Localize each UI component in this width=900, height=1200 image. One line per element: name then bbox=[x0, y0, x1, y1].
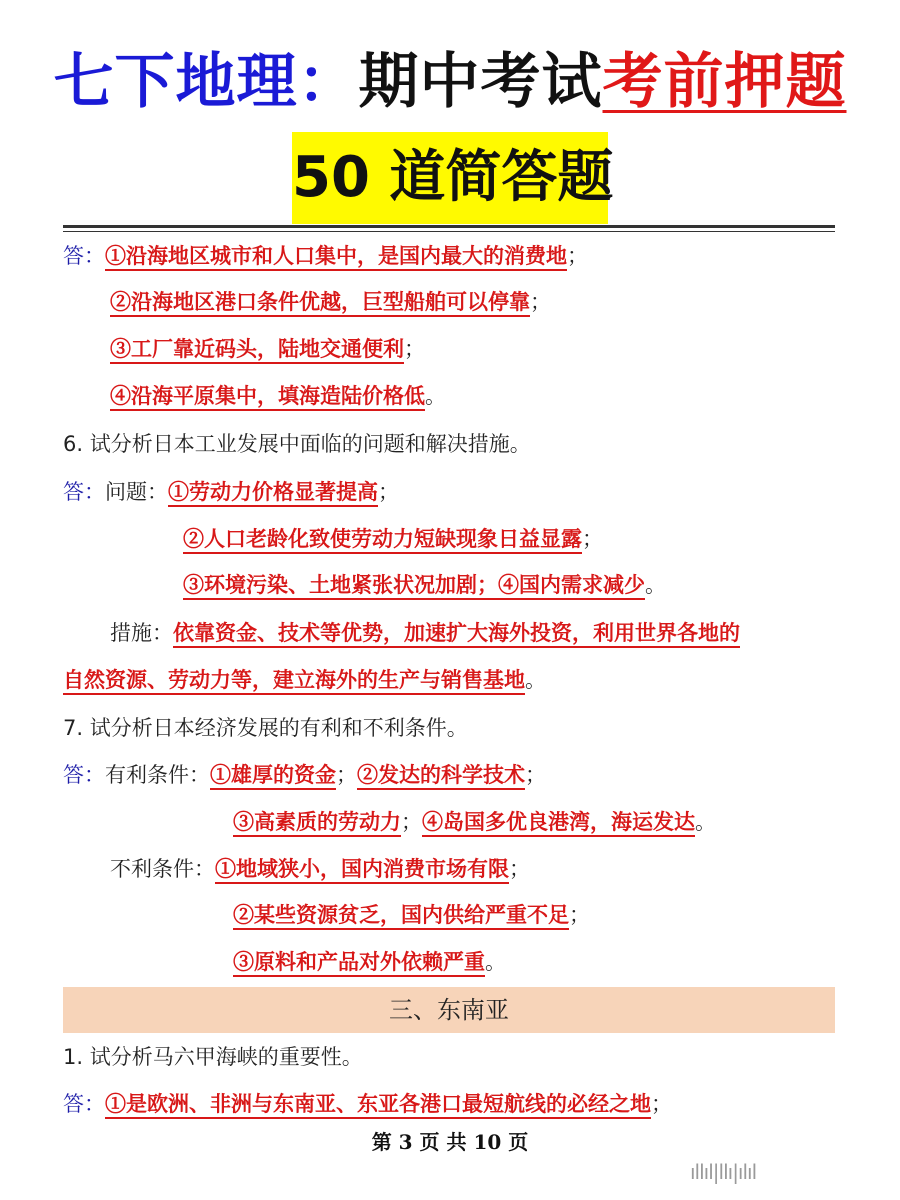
answer-line bbox=[233, 899, 590, 931]
punct: ； bbox=[336, 763, 357, 787]
answer-line bbox=[110, 380, 446, 412]
answer-line bbox=[63, 476, 399, 508]
punct: ； bbox=[567, 244, 588, 268]
answer-line bbox=[110, 617, 740, 649]
answer-label: 答： bbox=[63, 763, 105, 787]
answer-text: ④沿海平原集中，填海造陆价格低 bbox=[110, 383, 425, 411]
title-part-subject: 七下地理： bbox=[53, 47, 359, 117]
answer-line bbox=[63, 1088, 672, 1120]
punct: 。 bbox=[695, 810, 716, 834]
answer-text: ②人口老龄化致使劳动力短缺现象日益显露 bbox=[183, 526, 582, 554]
title-divider bbox=[63, 225, 835, 228]
page-title bbox=[0, 42, 900, 122]
punct: 。 bbox=[425, 384, 446, 408]
answer-line bbox=[110, 333, 425, 365]
answer-line bbox=[183, 569, 666, 601]
answer-text: ①劳动力价格显著提高 bbox=[168, 479, 378, 507]
answer-line bbox=[63, 240, 588, 272]
answer-text: 依靠资金、技术等优势，加速扩大海外投资，利用世界各地的 bbox=[173, 620, 740, 648]
punct: ； bbox=[530, 290, 551, 314]
title-part-highlight: 考前押题 bbox=[602, 47, 847, 117]
punct: 。 bbox=[525, 668, 546, 692]
punct: ； bbox=[404, 337, 425, 361]
answer-text: ①沿海地区城市和人口集中，是国内最大的消费地 bbox=[105, 243, 567, 271]
question-6: 6. 试分析日本工业发展中面临的问题和解决措施。 bbox=[63, 432, 531, 456]
answer-line bbox=[110, 853, 530, 885]
answer-label: 答： bbox=[63, 1092, 105, 1116]
punct: ； bbox=[651, 1092, 672, 1116]
answer-label: 答： bbox=[63, 480, 105, 504]
answer-text: ③环境污染、土地紧张状况加剧；④国内需求减少 bbox=[183, 572, 645, 600]
watermark-logo: ıllıl|llı|ılıl bbox=[690, 1160, 757, 1184]
punct: 。 bbox=[645, 573, 666, 597]
answer-line bbox=[63, 664, 546, 696]
punct: ； bbox=[401, 810, 422, 834]
punct: ； bbox=[525, 763, 546, 787]
answer-text: ①雄厚的资金 bbox=[210, 762, 336, 790]
answer-line bbox=[63, 759, 546, 791]
answer-text: ②发达的科学技术 bbox=[357, 762, 525, 790]
punct: ； bbox=[569, 903, 590, 927]
answer-text: ③高素质的劳动力 bbox=[233, 809, 401, 837]
title-part-exam: 期中考试 bbox=[358, 47, 603, 117]
answer-text: ③工厂靠近码头，陆地交通便利 bbox=[110, 336, 404, 364]
answer-line bbox=[233, 806, 716, 838]
answer-line bbox=[110, 286, 551, 318]
answer-line bbox=[183, 523, 603, 555]
punct: ； bbox=[509, 857, 530, 881]
answer-text: ③原料和产品对外依赖严重 bbox=[233, 949, 485, 977]
answer-text: ②某些资源贫乏，国内供给严重不足 bbox=[233, 902, 569, 930]
question-1: 1. 试分析马六甲海峡的重要性。 bbox=[63, 1045, 363, 1069]
question-7: 7. 试分析日本经济发展的有利和不利条件。 bbox=[63, 716, 468, 740]
answer-text: ②沿海地区港口条件优越，巨型船舶可以停靠 bbox=[110, 289, 530, 317]
section-heading: 三、东南亚 bbox=[63, 987, 835, 1033]
answer-text: ①地域狭小，国内消费市场有限 bbox=[215, 856, 509, 884]
punct: ； bbox=[378, 480, 399, 504]
answer-label: 答： bbox=[63, 244, 105, 268]
title-divider-thin bbox=[63, 231, 835, 232]
answer-text: ④岛国多优良港湾，海运发达 bbox=[422, 809, 695, 837]
punct: ； bbox=[582, 527, 603, 551]
unfavorable-label: 不利条件： bbox=[110, 857, 215, 881]
answer-text: ①是欧洲、非洲与东南亚、东亚各港口最短航线的必经之地 bbox=[105, 1091, 651, 1119]
measure-label: 措施： bbox=[110, 621, 173, 645]
page-number: 第 3 页 共 10 页 bbox=[371, 1130, 529, 1154]
favorable-label: 有利条件： bbox=[105, 763, 210, 787]
problem-label: 问题： bbox=[105, 480, 168, 504]
answer-text: 自然资源、劳动力等，建立海外的生产与销售基地 bbox=[63, 667, 525, 695]
subtitle-banner: 50 道简答题 bbox=[292, 132, 608, 224]
punct: 。 bbox=[485, 950, 506, 974]
answer-line bbox=[233, 946, 506, 978]
